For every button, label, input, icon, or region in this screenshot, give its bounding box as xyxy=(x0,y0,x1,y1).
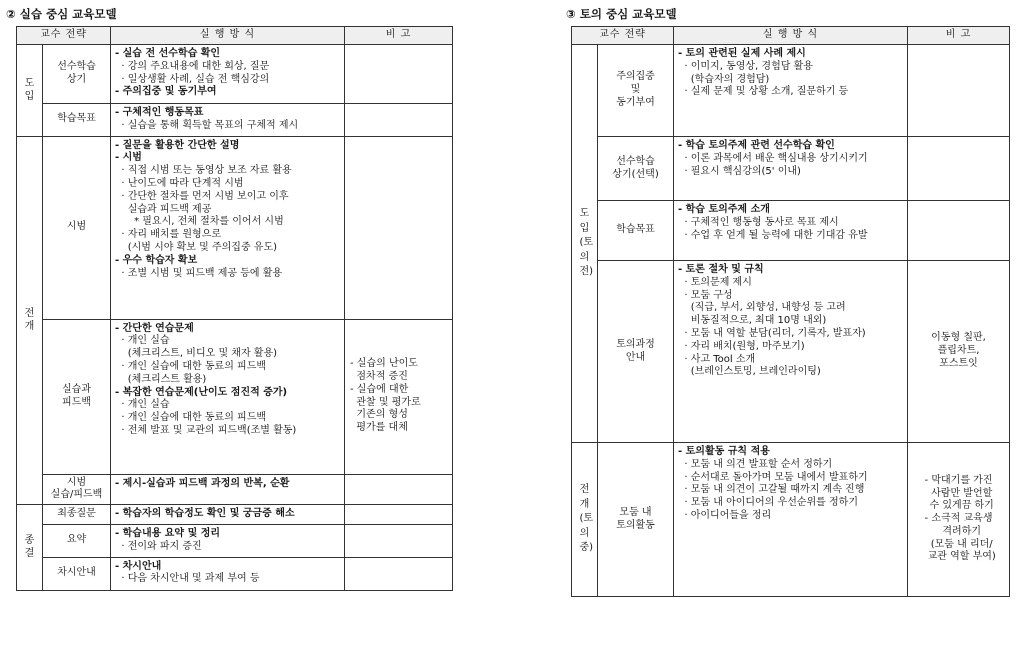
method-cell xyxy=(111,505,345,525)
note-line: 이동형 칠판, xyxy=(931,332,986,344)
method-line: * 필요시, 전체 절차를 이어서 시범 xyxy=(115,216,284,228)
method-line: · 아이디어들을 정리 xyxy=(678,509,772,521)
method-line: · 토의문제 제시 xyxy=(678,276,752,288)
method-line: · 조별 시범 및 피드백 제공 등에 활용 xyxy=(115,267,283,279)
method-line: - 토의 관련된 실제 사례 제시 xyxy=(678,48,806,59)
phase-cell xyxy=(17,45,43,137)
method-cell xyxy=(674,137,908,201)
method-line: - 토론 절차 및 규칙 xyxy=(678,264,764,275)
phase-label: 전 개 xyxy=(24,307,35,333)
method-line: · 전체 발표 및 교관의 피드백(조별 활동) xyxy=(115,424,297,436)
method-cell xyxy=(111,474,345,505)
note-cell xyxy=(345,557,453,590)
note-line: - 실습의 난이도 xyxy=(350,358,418,370)
table-row xyxy=(17,45,453,104)
method-line: - 구체적인 행동목표 xyxy=(115,107,204,118)
table-row xyxy=(17,505,453,525)
tactic-cell: 토의과정 안내 xyxy=(598,261,674,443)
method-line: 비동질적으로, 최대 10명 내외) xyxy=(678,315,827,327)
method-line: - 간단한 연습문제 xyxy=(115,322,194,334)
left-table xyxy=(16,26,453,591)
method-line: · 일상생활 사례, 실습 전 핵심강의 xyxy=(115,73,270,85)
method-cell xyxy=(111,524,345,557)
method-cell xyxy=(111,45,345,104)
table-row xyxy=(17,319,453,474)
method-line: · 개인 실습 xyxy=(115,335,170,347)
method-line: · 모둠 구성 xyxy=(678,289,733,301)
note-cell xyxy=(345,319,453,474)
table-row xyxy=(572,201,1010,261)
method-cell xyxy=(111,104,345,137)
method-line: (브레인스토밍, 브레인라이팅) xyxy=(678,366,821,378)
left-header-row xyxy=(17,27,453,45)
note-cell xyxy=(908,261,1010,443)
note-line: 점차적 증진 xyxy=(350,371,408,382)
right-section-title: ③ 토의 중심 교육모델 xyxy=(566,7,677,21)
method-line: (체크리스트, 비디오 및 채자 활용) xyxy=(115,348,278,360)
method-line: - 차시안내 xyxy=(115,560,162,572)
phase-cell xyxy=(572,45,598,443)
method-cell xyxy=(111,136,345,319)
note-line: - 소극적 교육생 xyxy=(924,513,993,525)
method-line: - 실습 전 선수학습 확인 xyxy=(115,48,221,59)
note-line: 교관 역할 부여) xyxy=(921,551,996,563)
note-cell xyxy=(908,45,1010,137)
tactic-cell: 주의집중 및 동기부여 xyxy=(598,45,674,137)
method-line: · 모둠 내 역할 분담(리더, 기록자, 발표자) xyxy=(678,327,866,339)
phase-label: 도 입 xyxy=(24,77,35,103)
method-line: · 모둠 내 아이디어의 우선순위를 정하기 xyxy=(678,497,859,509)
method-line: · 구체적인 행동형 동사로 목표 제시 xyxy=(678,216,839,228)
method-line: · 이미지, 동영상, 경험담 활용 xyxy=(678,60,813,72)
note-cell xyxy=(908,443,1010,597)
method-line: · 전이와 파지 증진 xyxy=(115,540,202,552)
method-line: (학습자의 경험담) xyxy=(678,73,770,85)
method-line: · 직접 시범 또는 동영상 보조 자료 활용 xyxy=(115,165,292,177)
note-line: (모둠 내 리더/ xyxy=(924,538,993,550)
note-cell xyxy=(908,201,1010,261)
phase-cell xyxy=(17,136,43,505)
tactic-cell: 학습목표 xyxy=(598,201,674,261)
note-cell xyxy=(345,474,453,505)
method-line: · 난이도에 따라 단계적 시범 xyxy=(115,177,244,189)
method-cell xyxy=(674,45,908,137)
tactic-cell: 최종질문 xyxy=(43,505,111,525)
method-line: · 수업 후 얻게 될 능력에 대한 기대감 유발 xyxy=(678,229,868,241)
method-line: - 복잡한 연습문제(난이도 점진적 증가) xyxy=(115,386,288,398)
note-line: 평가를 대체 xyxy=(350,422,408,434)
method-cell xyxy=(111,557,345,590)
method-line: · 사고 Tool 소개 xyxy=(678,353,756,365)
method-line: · 자리 배치를 원형으로 xyxy=(115,229,222,241)
left-header-tactic: 교수 전략 xyxy=(17,27,111,45)
tactic-cell: 요약 xyxy=(43,524,111,557)
method-line: - 제시-실습과 피드백 과정의 반복, 순환 xyxy=(115,477,290,489)
method-line: - 우수 학습자 확보 xyxy=(115,254,198,266)
table-row xyxy=(572,261,1010,443)
note-cell xyxy=(345,136,453,319)
method-line: - 시범 xyxy=(115,152,142,164)
note-cell xyxy=(345,524,453,557)
table-row xyxy=(17,524,453,557)
method-line: · 모둠 내 의견 발표할 순서 정하기 xyxy=(678,458,833,470)
method-line: - 학습 토의주제 소개 xyxy=(678,204,770,215)
right-header-note: 비 고 xyxy=(908,27,1010,45)
right-header-tactic: 교수 전략 xyxy=(572,27,674,45)
tactic-cell: 시범 실습/피드백 xyxy=(43,474,111,505)
note-line: - 막대기를 가진 xyxy=(924,474,993,486)
right-table xyxy=(571,26,1010,597)
method-line: - 주의집중 및 동기부여 xyxy=(115,86,217,98)
right-header-method: 실 행 방 식 xyxy=(674,27,908,45)
method-line: · 개인 실습에 대한 동료의 피드백 xyxy=(115,412,267,424)
phase-cell xyxy=(572,443,598,597)
method-cell xyxy=(111,319,345,474)
note-line: 수 있게끔 하기 xyxy=(923,500,994,512)
note-line: 플립차트, xyxy=(937,345,980,357)
left-section-title: ② 실습 중심 교육모델 xyxy=(6,7,117,21)
method-cell xyxy=(674,443,908,597)
note-line: 포스트잇 xyxy=(939,357,978,369)
tactic-cell: 모둠 내 토의활동 xyxy=(598,443,674,597)
method-line: · 자리 배치(원형, 마주보기) xyxy=(678,340,805,352)
tactic-cell: 차시안내 xyxy=(43,557,111,590)
note-cell xyxy=(345,104,453,137)
method-line: · 실습을 통해 획득할 목표의 구체적 제시 xyxy=(115,119,299,131)
method-line: · 순서대로 돌아가며 모둠 내에서 발표하기 xyxy=(678,471,868,483)
table-row xyxy=(17,104,453,137)
note-line: - 실습에 대한 xyxy=(350,383,409,395)
table-row xyxy=(572,443,1010,597)
note-line: 사람만 발언할 xyxy=(924,487,993,499)
method-cell xyxy=(674,201,908,261)
note-line: 격려하기 xyxy=(936,525,982,537)
method-line: 실습과 피드백 제공 xyxy=(115,203,212,215)
phase-label: 전개(토의중) xyxy=(579,484,594,554)
left-header-method: 실 행 방 식 xyxy=(111,27,345,45)
method-line: · 개인 실습에 대한 동료의 피드백 xyxy=(115,360,267,372)
method-line: · 이론 과목에서 배운 핵심내용 상기시키기 xyxy=(678,152,868,164)
note-cell xyxy=(908,137,1010,201)
method-line: · 다음 차시안내 및 과제 부여 등 xyxy=(115,573,260,585)
method-line: · 모둠 내 의견이 고갈될 때까지 계속 진행 xyxy=(678,484,865,496)
right-header-row xyxy=(572,27,1010,45)
method-line: (시범 시야 확보 및 주의집중 유도) xyxy=(115,241,278,253)
method-line: - 학습 토의주제 관련 선수학습 확인 xyxy=(678,140,835,151)
phase-label: 도입(토의전) xyxy=(579,208,594,278)
method-line: (직급, 부서, 외향성, 내향성 등 고려 xyxy=(678,302,846,314)
phase-cell xyxy=(17,505,43,590)
table-row xyxy=(17,136,453,319)
tactic-cell: 선수학습 상기(선택) xyxy=(598,137,674,201)
tactic-cell: 선수학습 상기 xyxy=(43,45,111,104)
table-row xyxy=(572,137,1010,201)
method-cell xyxy=(674,261,908,443)
note-cell xyxy=(345,45,453,104)
table-row xyxy=(17,474,453,505)
table-row xyxy=(17,557,453,590)
method-line: · 강의 주요내용에 대한 회상, 질문 xyxy=(115,60,270,72)
method-line: · 간단한 절차를 먼저 시범 보이고 이후 xyxy=(115,190,289,202)
note-line: 기존의 형성 xyxy=(350,409,408,421)
tactic-cell: 실습과 피드백 xyxy=(43,319,111,474)
method-line: - 질문을 활용한 간단한 설명 xyxy=(115,139,240,151)
note-cell xyxy=(345,505,453,525)
note-line: 관찰 및 평가로 xyxy=(350,396,421,408)
method-line: - 학습자의 학습정도 확인 및 궁금증 해소 xyxy=(115,508,295,520)
method-line: · 실제 문제 및 상황 소개, 질문하기 등 xyxy=(678,86,849,98)
method-line: · 필요시 핵심강의(5' 이내) xyxy=(678,165,801,177)
method-line: - 토의활동 규칙 적용 xyxy=(678,446,770,457)
table-row xyxy=(572,45,1010,137)
tactic-cell: 학습목표 xyxy=(43,104,111,137)
left-header-note: 비 고 xyxy=(345,27,453,45)
method-line: · 개인 실습 xyxy=(115,399,170,411)
method-line: - 학습내용 요약 및 정리 xyxy=(115,527,221,539)
method-line: (체크리스트 활용) xyxy=(115,373,207,385)
phase-label: 종 결 xyxy=(24,534,35,560)
tactic-cell: 시범 xyxy=(43,136,111,319)
